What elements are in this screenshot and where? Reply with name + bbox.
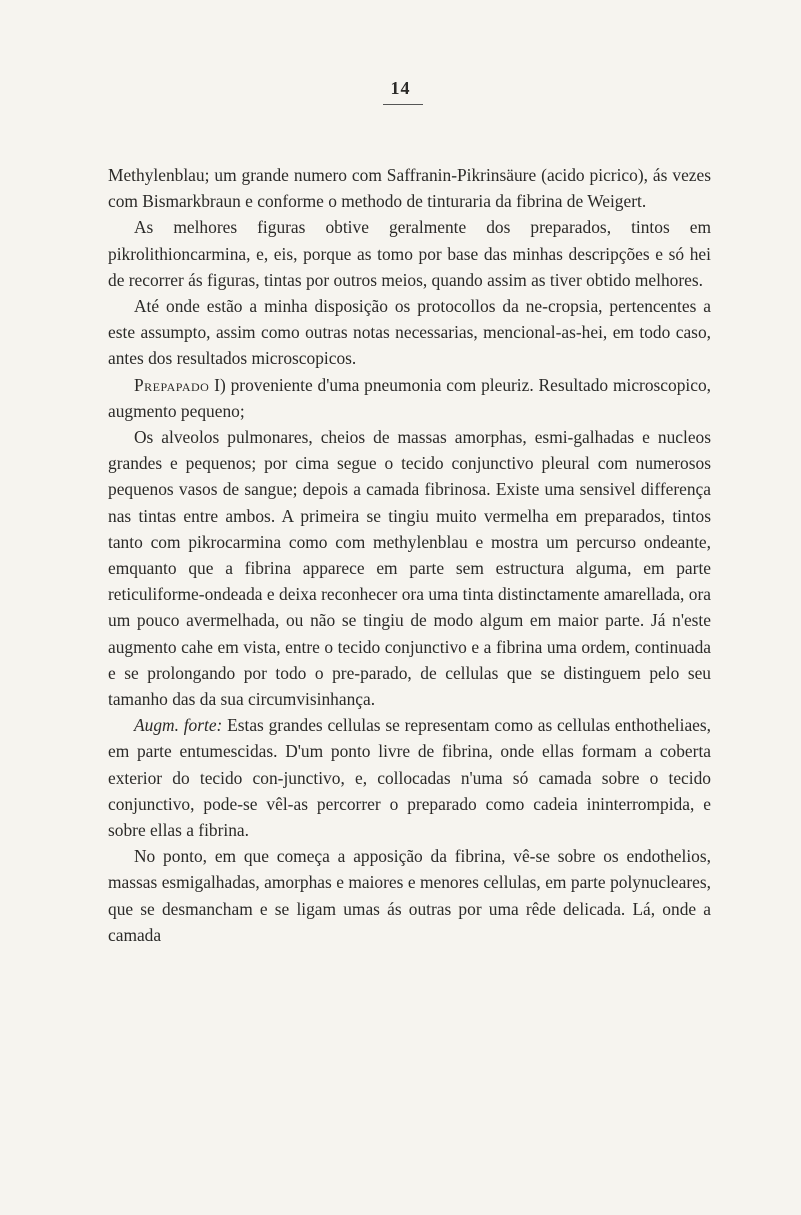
paragraph-text: I) proveniente d'uma pneumonia com pleuriz. Resultado microscopico, augmento pequeno; bbox=[108, 374, 711, 421]
paragraph: Os alveolos pulmonares, cheios de massas amorphas, esmi-galhadas e nucleos grandes e pequenos; por cima segue o tecido conjunctivo pleural com numerosos pequenos vasos de sangue; depois a camada fibrinosa. Existe uma sensivel differença nas tintas entre ambos. A primeira se tingiu muito vermelha em preparados, tintos tanto com pikrocarmina como com methylenblau e mostra um percurso ondeante, emquanto que a fibrina apparece em parte sem estructura alguma, em parte reticuliforme-ondeada e deixa reconhecer ora uma tinta distinctamente amarellada, ora um pouco avermelhada, ou não se tingiu de modo algum em maior parte. Já n'este augmento cahe em vista, entre o tecido conjunctivo e a fibrina uma ordem, continuada e se prolongando por todo o pre-parado, de cellulas que se distinguem pelo seu tamanho das da sua circumvisinhança. bbox=[108, 427, 711, 710]
paragraph: Methylenblau; um grande numero com Saffranin-Pikrinsäure (acido picrico), ás vezes com Bismarkbraun e conforme o methodo de tinturaria da fibrina de Weigert. bbox=[108, 165, 711, 212]
paragraph: No ponto, em que começa a apposição da fibrina, vê-se sobre os endothelios, massas esmigalhadas, amorphas e maiores e menores cellulas, em parte polynucleares, que se desmancham e se ligam umas ás outras por uma rêde delicada. Lá, onde a camada bbox=[108, 846, 711, 945]
paragraph-text: Estas grandes cellulas se representam como as cellulas enthotheliaes, em parte entumescidas. D'um ponto livre de fibrina, onde ellas formam a coberta exterior do tecido con-junctivo, e, collocadas n'uma só camada sobre o tecido conjunctivo, pode-se vêl-as percorrer o preparado como cadeia ininterrompida, e sobre ellas a fibrina. bbox=[108, 715, 712, 841]
paragraph bbox=[108, 372, 711, 424]
paragraph: As melhores figuras obtive geralmente dos preparados, tintos em pikrolithioncarmina, e, eis, porque as tomo por base das minhas descripções e só hei de recorrer ás figuras, tintas por outros meios, quando assim as tiver obtido melhores. bbox=[108, 217, 711, 290]
body-text bbox=[108, 162, 711, 948]
paragraph bbox=[108, 712, 711, 843]
page-number: 14 bbox=[390, 78, 411, 98]
paragraph: Até onde estão a minha disposição os protocollos da ne‑cropsia, pertencentes a este assumpto, assim como outras notas necessarias, mencional-as-hei, em todo caso, antes dos resultados microscopicos. bbox=[108, 296, 711, 369]
page-number-rule bbox=[383, 104, 423, 105]
section-lead: Augm. forte: bbox=[134, 715, 223, 736]
section-lead: Prepapado bbox=[134, 374, 210, 395]
